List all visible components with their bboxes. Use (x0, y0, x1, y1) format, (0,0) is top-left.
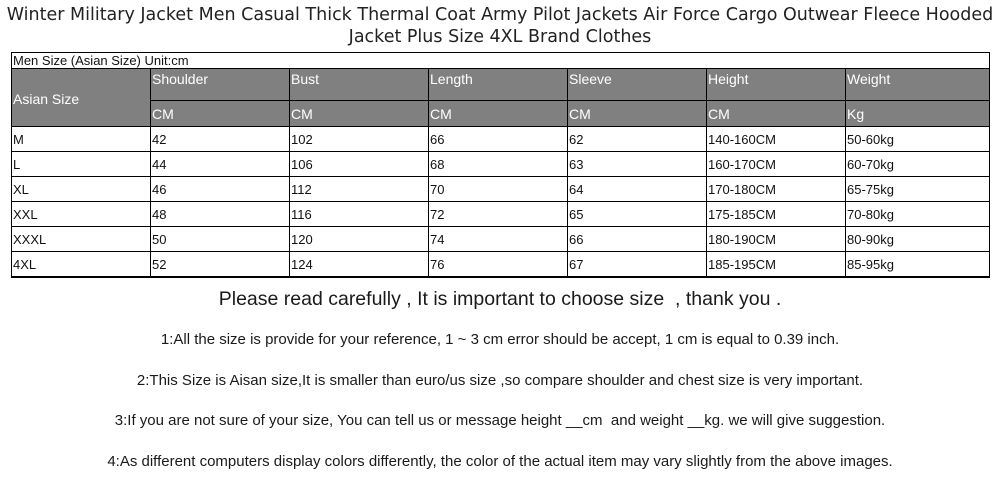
unit-height: CM (707, 101, 846, 127)
size-notice: Please read carefully , It is important to choose size , thank you . (218, 288, 782, 310)
size-cell: 4XL (12, 252, 151, 278)
weight-cell: 85-95kg (846, 252, 990, 278)
shoulder-cell: 52 (151, 252, 290, 278)
length-cell: 72 (429, 202, 568, 227)
unit-bust: CM (290, 101, 429, 127)
note-3: 3:If you are not sure of your size, You can tell us or message height __cm and weight __kg. we will give suggestion. (114, 412, 886, 429)
length-cell: 76 (429, 252, 568, 278)
bust-cell: 116 (290, 202, 429, 227)
column-header-bust: Bust (290, 69, 429, 101)
shoulder-cell: 50 (151, 227, 290, 252)
length-cell: 74 (429, 227, 568, 252)
length-cell: 66 (429, 127, 568, 152)
weight-cell: 70-80kg (846, 202, 990, 227)
size-cell: M (12, 127, 151, 152)
size-cell: XXL (12, 202, 151, 227)
height-cell: 170-180CM (707, 177, 846, 202)
bust-cell: 112 (290, 177, 429, 202)
height-cell: 175-185CM (707, 202, 846, 227)
height-cell: 180-190CM (707, 227, 846, 252)
table-row (12, 177, 990, 202)
sleeve-cell: 66 (568, 227, 707, 252)
product-title-line-1: Winter Military Jacket Men Casual Thick Thermal Coat Army Pilot Jackets Air Force Cargo Outwear Fleece Hooded (6, 5, 994, 25)
table-row (12, 127, 990, 152)
bust-cell: 124 (290, 252, 429, 278)
size-cell: XL (12, 177, 151, 202)
bust-cell: 120 (290, 227, 429, 252)
note-4: 4:As different computers display colors differently, the color of the actual item may vary slightly from the above images. (107, 453, 893, 470)
sleeve-cell: 62 (568, 127, 707, 152)
sleeve-cell: 65 (568, 202, 707, 227)
column-header-shoulder: Shoulder (151, 69, 290, 101)
height-cell: 140-160CM (707, 127, 846, 152)
note-2: 2:This Size is Aisan size,It is smaller than euro/us size ,so compare shoulder and chest size is very important. (136, 372, 864, 389)
weight-cell: 80-90kg (846, 227, 990, 252)
size-chart-table (11, 52, 990, 278)
size-cell: L (12, 152, 151, 177)
shoulder-cell: 48 (151, 202, 290, 227)
unit-weight: Kg (846, 101, 990, 127)
sleeve-cell: 64 (568, 177, 707, 202)
bust-cell: 106 (290, 152, 429, 177)
sleeve-cell: 63 (568, 152, 707, 177)
length-cell: 70 (429, 177, 568, 202)
table-row (12, 152, 990, 177)
unit-length: CM (429, 101, 568, 127)
shoulder-cell: 46 (151, 177, 290, 202)
product-title (0, 4, 1000, 48)
unit-sleeve: CM (568, 101, 707, 127)
shoulder-cell: 42 (151, 127, 290, 152)
height-cell: 160-170CM (707, 152, 846, 177)
product-title-line-2: Jacket Plus Size 4XL Brand Clothes (348, 27, 652, 47)
column-header-weight: Weight (846, 69, 990, 101)
column-header-length: Length (429, 69, 568, 101)
size-column-header: Asian Size (12, 69, 151, 127)
table-caption: Men Size (Asian Size) Unit:cm (12, 53, 990, 69)
size-cell: XXXL (12, 227, 151, 252)
table-row (12, 202, 990, 227)
sleeve-cell: 67 (568, 252, 707, 278)
note-1: 1:All the size is provide for your reference, 1 ~ 3 cm error should be accept, 1 cm is equal to 0.39 inch. (160, 331, 840, 348)
table-row (12, 252, 990, 278)
weight-cell: 65-75kg (846, 177, 990, 202)
length-cell: 68 (429, 152, 568, 177)
column-header-sleeve: Sleeve (568, 69, 707, 101)
bust-cell: 102 (290, 127, 429, 152)
shoulder-cell: 44 (151, 152, 290, 177)
weight-cell: 50-60kg (846, 127, 990, 152)
height-cell: 185-195CM (707, 252, 846, 278)
column-header-height: Height (707, 69, 846, 101)
weight-cell: 60-70kg (846, 152, 990, 177)
unit-shoulder: CM (151, 101, 290, 127)
table-row (12, 227, 990, 252)
